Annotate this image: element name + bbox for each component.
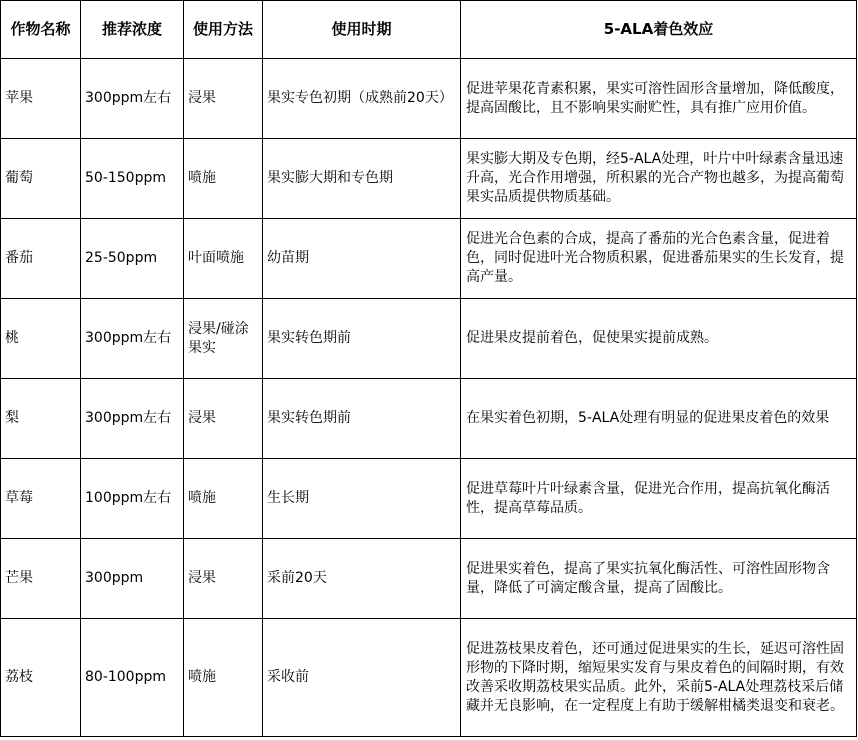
header-method: 使用方法 [184,1,263,59]
cell-concentration: 300ppm左右 [81,299,184,379]
cell-crop: 番茄 [1,219,81,299]
cell-effect: 促进果实着色，提高了果实抗氧化酶活性、可溶性固形物含量，降低了可滴定酸含量，提高了固酸比。 [461,539,857,619]
cell-concentration: 100ppm左右 [81,459,184,539]
cell-concentration: 300ppm左右 [81,379,184,459]
cell-concentration: 50-150ppm [81,139,184,219]
header-period: 使用时期 [263,1,461,59]
table-row [1,619,857,737]
cell-effect: 促进光合色素的合成，提高了番茄的光合色素含量，促进着色，同时促进叶光合物质积累，促进番茄果实的生长发育，提高产量。 [461,219,857,299]
table-row [1,219,857,299]
cell-effect: 果实膨大期及专色期，经5-ALA处理，叶片中叶绿素含量迅速升高，光合作用增强，所积累的光合产物也越多，为提高葡萄果实品质提供物质基础。 [461,139,857,219]
cell-method: 喷施 [184,459,263,539]
cell-effect: 在果实着色初期，5-ALA处理有明显的促进果皮着色的效果 [461,379,857,459]
cell-method: 喷施 [184,619,263,737]
cell-effect: 促进果皮提前着色，促使果实提前成熟。 [461,299,857,379]
table-row [1,459,857,539]
table-row [1,139,857,219]
cell-period: 果实转色期前 [263,379,461,459]
cell-effect: 促进草莓叶片叶绿素含量，促进光合作用，提高抗氧化酶活性，提高草莓品质。 [461,459,857,539]
cell-crop: 草莓 [1,459,81,539]
table-row [1,539,857,619]
cell-crop: 桃 [1,299,81,379]
cell-period: 果实转色期前 [263,299,461,379]
cell-method: 浸果 [184,539,263,619]
cell-method: 叶面喷施 [184,219,263,299]
cell-crop: 苹果 [1,59,81,139]
cell-crop: 荔枝 [1,619,81,737]
cell-concentration: 25-50ppm [81,219,184,299]
cell-period: 采前20天 [263,539,461,619]
cell-effect: 促进苹果花青素积累，果实可溶性固形含量增加，降低酸度，提高固酸比，且不影响果实耐贮性，具有推广应用价值。 [461,59,857,139]
cell-concentration: 80-100ppm [81,619,184,737]
table-row [1,379,857,459]
cell-concentration: 300ppm左右 [81,59,184,139]
cell-effect: 促进荔枝果皮着色，还可通过促进果实的生长，延迟可溶性固形物的下降时期，缩短果实发育与果皮着色的间隔时期，有效改善采收期荔枝果实品质。此外，采前5-ALA处理荔枝采后储藏并无良影响，在一定程度上有助于缓解柑橘类退变和衰老。 [461,619,857,737]
cell-method: 喷施 [184,139,263,219]
header-crop-name: 作物名称 [1,1,81,59]
cell-crop: 芒果 [1,539,81,619]
cell-crop: 梨 [1,379,81,459]
cell-method: 浸果/碰涂果实 [184,299,263,379]
cell-period: 幼苗期 [263,219,461,299]
cell-crop: 葡萄 [1,139,81,219]
cell-concentration: 300ppm [81,539,184,619]
table-row [1,59,857,139]
cell-period: 生长期 [263,459,461,539]
cell-period: 采收前 [263,619,461,737]
cell-period: 果实专色初期（成熟前20天） [263,59,461,139]
header-row [1,1,857,59]
table-row [1,299,857,379]
cell-period: 果实膨大期和专色期 [263,139,461,219]
header-concentration: 推荐浓度 [81,1,184,59]
cell-method: 浸果 [184,379,263,459]
cell-method: 浸果 [184,59,263,139]
header-effect: 5-ALA着色效应 [461,1,857,59]
